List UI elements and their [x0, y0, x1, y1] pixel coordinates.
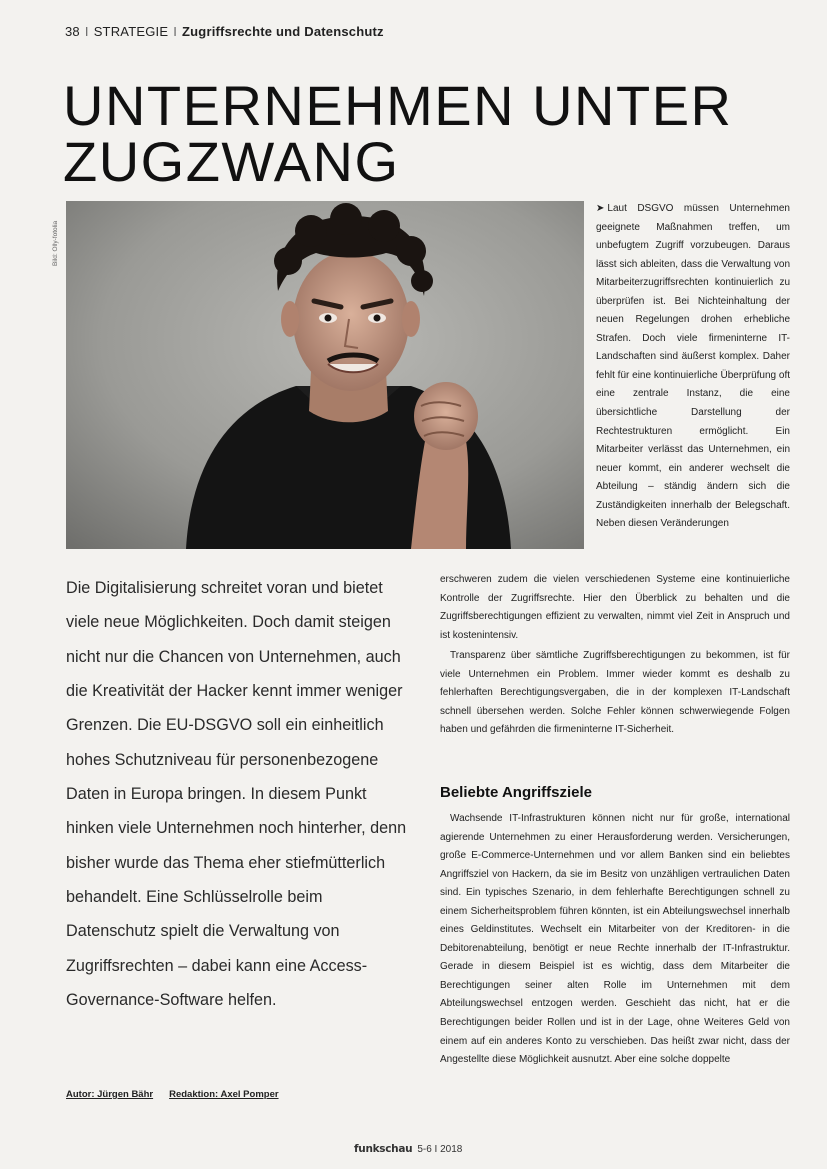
body-upper [440, 571, 790, 740]
article-headline [63, 74, 783, 193]
man-with-fist-illustration [66, 201, 584, 549]
section-subheading: Beliebte Angriffsziele [440, 784, 592, 801]
article-lead: Die Digitalisierung schreitet voran und bietet viele neue Möglichkeiten. Doch damit steigen nicht nur die Chancen von Unternehmen, auch die Kreativität der Hacker kennt immer weniger Grenzen. Die EU-DSGVO soll ein einheitlich hohes Schutzniveau für personenbezogene Daten in Europa bringen. In diesem Punkt hinken viele Unternehmen noch hinterher, denn bisher wurde das Thema eher stiefmütterlich behandelt. Eine Schlüsselrolle beim Datenschutz spielt die Verwaltung von Zugriffsrechten – dabei kann eine Access-Governance-Software helfen. [66, 579, 407, 1010]
arrow-icon: ➤ [596, 203, 605, 214]
intro-paragraph: Laut DSGVO müssen Unternehmen geeignete Maßnahmen treffen, um unbefugtem Zugriff vorzubeugen. Daraus lässt sich ableiten, dass die Verwaltung von Mitarbeiterzugriffsrechten kontinuierlich zu überprüfen ist. Bei Nichteinhaltung der neuen Regelungen drohen erhebliche Strafen. Doch viele firmeninterne IT-Landschaften sind äußerst komplex. Daher fehlt für eine kontinuierliche Überprüfung oft eine zentrale Instanz, die eine übersichtliche Darstellung der Rechtestrukturen ermöglicht. Ein Mitarbeiter verlässt das Unternehmen, ein neuer kommt, ein anderer wechselt die Abteilung – ständig ändern sich die Zuständigkeiten innerhalb der Belegschaft. Neben diesen Veränderungen [596, 203, 791, 530]
intro-continued: erschweren zudem die vielen verschiedenen Systeme eine kontinuierliche Kontrolle der Zugriffsrechte. Hier den Überblick zu behalten und die Zugriffsberechtigungen effizient zu verwalten, nimmt viel Zeit in Anspruch und ist kostenintensiv. [440, 574, 790, 641]
body-paragraph: Transparenz über sämtliche Zugriffsberechtigungen zu bekommen, ist für viele Unternehmen ein Problem. Immer wieder kommt es deshalb zu fehlerhaften Berechtigungsvergaben, die in der komplexen IT-Landschaft schnell übersehen werden. Solche Fehler können schwerwiegende Folgen haben und gefährden die firmeninterne IT-Sicherheit. [440, 650, 790, 736]
section-topic: Zugriffsrechte und Datenschutz [182, 24, 384, 39]
headline-line-2: ZUGZWANG [63, 130, 400, 193]
article-credits [66, 1089, 279, 1100]
page-number: 38 [65, 24, 80, 39]
body-paragraph: Wachsende IT-Infrastrukturen können nicht nur für große, international agierende Unternehmen zu einer Herausforderung werden. Versicherungen, große E-Commerce-Unternehmen und vor allem Banken sind ein beliebtes Angriffsziel von Hackern, da sie im Besitz von unzähligen vertraulichen Daten sind. Ein typisches Szenario, in dem fehlerhafte Berechtigungen schnell zu einem Sicherheitsproblem führen könnten, ist ein Abteilungswechsel innerhalb eines Geldinstitutes. Wechselt ein Mitarbeiter von der Kreditoren- in die Debitorenabteilung, benötigt er neue Rechte innerhalb der IT-Infrastruktur. Gerade in diesem Beispiel ist es wichtig, dass dem Mitarbeiter die Berechtigungen seiner alten Rolle im Unternehmen mit dem Abteilungswechsel entzogen werden. Geschieht das nicht, hat er die Berechtigungen beider Rollen und ist in der Lage, ohne Weiteres Geld von einem auf ein anderes Konto zu verschieben. Das heißt zwar nicht, dass der Angestellte diese Möglichkeit ausnutzt. Aber eine solche doppelte [440, 813, 790, 1066]
issue-number: 5-6 I 2018 [417, 1144, 463, 1155]
headline-line-1: UNTERNEHMEN UNTER [63, 74, 733, 137]
author-credit: Autor: Jürgen Bähr [66, 1089, 154, 1100]
section-name: STRATEGIE [93, 24, 169, 39]
header-separator: I [173, 24, 178, 39]
editor-credit: Redaktion: Axel Pomper [169, 1089, 279, 1100]
header-separator: I [84, 24, 89, 39]
photo-credit: Bild: Olly-fotolia [52, 220, 59, 266]
page-footer [354, 1143, 462, 1155]
running-header [65, 24, 384, 39]
article-photo [66, 201, 584, 549]
body-lower [440, 810, 790, 1070]
intro-text-wrap [596, 200, 790, 534]
magazine-logo: funkschau [354, 1143, 413, 1155]
